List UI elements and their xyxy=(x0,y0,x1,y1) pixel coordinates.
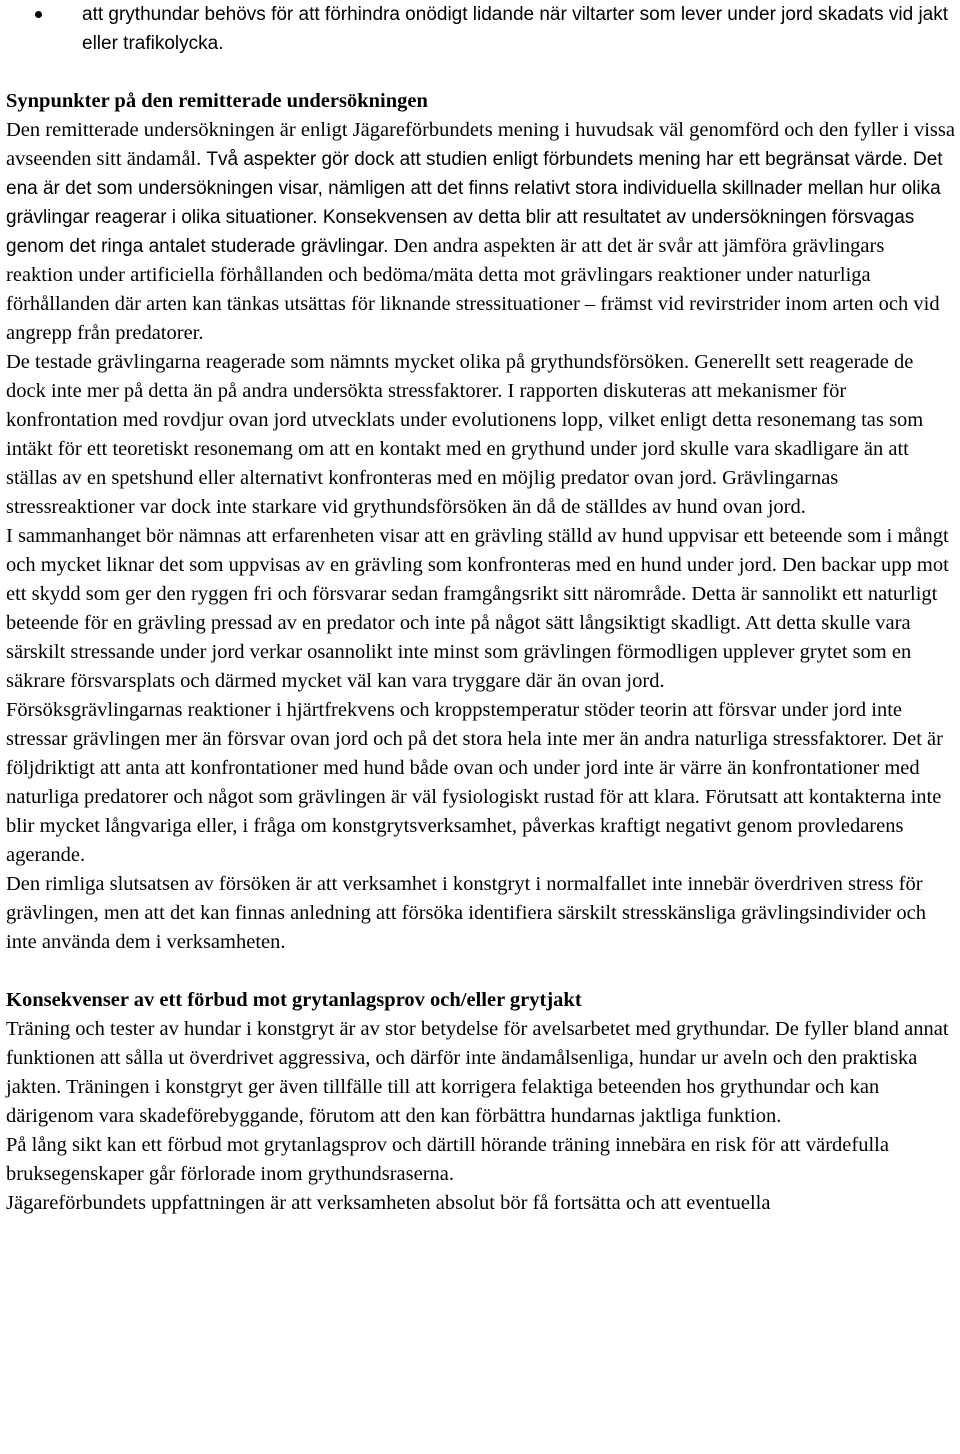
paragraph: Jägareförbundets uppfattningen är att verksamheten absolut bör få fortsätta och att eventuella xyxy=(6,1192,771,1214)
paragraph: Den rimliga slutsatsen av försöken är att verksamhet i konstgryt i normalfallet inte innebär överdriven stress för grävlingen, men att det kan finnas anledning att försöka identifiera särskilt stresskänsliga grävlingsindivider och inte använda dem i verksamheten. xyxy=(6,873,926,953)
paragraph: Försöksgrävlingarnas reaktioner i hjärtfrekvens och kroppstemperatur stöder teorin att försvar under jord inte stressar grävlingen mer än försvar ovan jord och på det stora hela inte mer än andra naturliga stressfaktorer. Det är följdriktigt att anta att konfrontationer med hund både ovan och under jord inte är värre än konfrontationer med naturliga predatorer och något som grävlingen är väl fysiologiskt rustad för att klara. Förutsatt att kontakterna inte blir mycket långvariga eller, i fråga om konstgrytsverksamhet, påverkas kraftigt negativt genom provledarens agerande. xyxy=(6,699,943,866)
paragraph: På lång sikt kan ett förbud mot grytanlagsprov och därtill hörande träning innebära en risk för att värdefulla bruksegenskaper går förlorade inom grythundsraserna. xyxy=(6,1134,889,1185)
paragraph: Träning och tester av hundar i konstgryt är av stor betydelse för avelsarbetet med grythundar. De fyller bland annat funktionen att sålla ut överdrivet aggressiva, och därför inte ändamålsenliga, hundar ur aveln och den praktiska jakten. Träningen i konstgryt ger även tillfälle till att korrigera felaktiga beteenden hos grythundar och kan därigenom vara skadeförebyggande, förutom att den kan förbättra hundarnas jaktliga funktion. xyxy=(6,1018,949,1127)
bullet-icon xyxy=(35,11,42,18)
paragraph: I sammanhanget bör nämnas att erfarenheten visar att en grävling ställd av hund uppvisar ett beteende som i mångt och mycket liknar det som uppvisas av en grävling som konfronteras med en hund under jord. Den backar upp mot ett skydd som ger den ryggen fri och försvarar sedan framgångsrikt sitt närområde. Detta är sannolikt ett naturligt beteende för en grävling pressad av en predator och inte på något sätt långsiktigt skadligt. Att detta skulle vara särskilt stressande under jord verkar osannolikt inte minst som grävlingen förmodligen upplever grytet som en säkrare försvarsplats och därmed mycket väl kan vara tryggare där än ovan jord. xyxy=(6,525,949,692)
paragraph: De testade grävlingarna reagerade som nämnts mycket olika på grythundsförsöken. Generellt sett reagerade de dock inte mer på detta än på andra undersökta stressfaktorer. I rapporten diskuteras att mekanismer för konfrontation med rovdjur ovan jord utvecklats under evolutionens lopp, vilket enligt detta resonemang tas som intäkt för ett teoretiskt resonemang om att en kontakt med en grythund under jord skulle vara skadligare än att ställas av en spetshund eller alternativt konfronteras med en möjlig predator ovan jord. Grävlingarnas stressreaktioner var dock inte starkare vid grythundsförsöken än då de ställdes av hund ovan jord. xyxy=(6,351,924,518)
bullet-item xyxy=(6,0,956,58)
spacer xyxy=(6,957,956,986)
section-heading-konsekvenser: Konsekvenser av ett förbud mot grytanlagsprov och/eller grytjakt xyxy=(6,989,582,1011)
paragraph xyxy=(6,116,956,348)
paragraph-text: Den remitterade undersökningen är enligt Jägareförbundets mening i huvudsak väl genomförd och den fyller i vissa avseenden sitt ändamål. xyxy=(6,119,955,170)
section-heading-synpunkter: Synpunkter på den remitterade undersökningen xyxy=(6,90,428,112)
paragraph-text-sans: Två aspekter gör dock att studien enligt förbundets mening har ett begränsat värde. Det ena är det som undersökningen visar, nämligen att det finns relativt stora individuella skillnader mellan hur olika grävlingar reagerar i olika situationer. Konsekvensen av detta blir att resultatet av undersökningen försvagas genom det ringa antalet studerade grävlingar. xyxy=(6,149,943,257)
bullet-text: att grythundar behövs för att förhindra onödigt lidande när viltarter som lever under jord skadats vid jakt eller trafikolycka. xyxy=(82,4,949,54)
document-page xyxy=(6,0,956,1218)
paragraph-text: Den andra aspekten är att det är svår att jämföra grävlingars reaktion under artificiella förhållanden och bedöma/mäta detta mot grävlingars reaktioner under naturliga förhållanden där arten kan tänkas utsättas för liknande stressituationer – främst vid revirstrider inom arten och vid angrepp från predatorer. xyxy=(6,235,940,344)
spacer xyxy=(6,58,956,87)
